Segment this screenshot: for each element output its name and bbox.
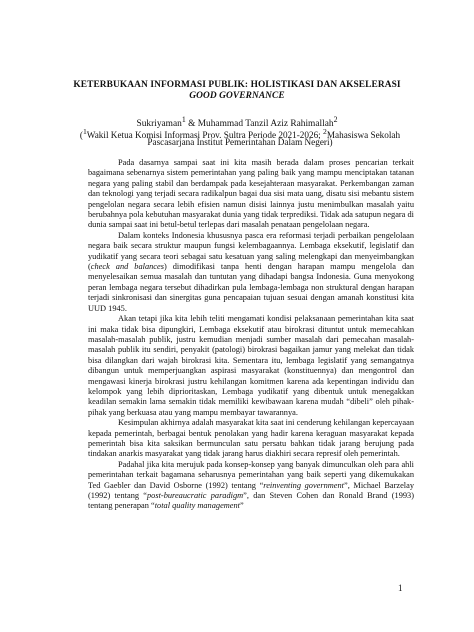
affiliation-2-superscript: 2 xyxy=(323,127,327,136)
author-connector: & xyxy=(185,119,198,130)
paragraph-5-part-2: ”, Michael Barzelay (1992) tentang “ xyxy=(88,480,414,500)
paragraph-5-emphasis-1: reinventing government xyxy=(263,480,344,490)
page-number: 1 xyxy=(398,583,403,593)
affiliation-1-text: Wakil Ketua Komisi Informasi Prov. Sultra Periode 2021-2026; xyxy=(86,130,324,141)
paragraph-2 xyxy=(88,231,414,314)
affiliation-line-2: Pascasarjana Institut Pemerintahan Dalam Negeri) xyxy=(147,137,333,147)
paragraph-5-emphasis-2: post-bureaucratic paradigm xyxy=(147,491,244,500)
author-2-name: Muhammad Tanzil Aziz Rahimallah xyxy=(197,119,334,130)
paragraph-5-part-1: Padahal jika kita merujuk pada konsep-konsep yang banyak dimunculkan oleh para ahli pemerintahan terkait bagamana seharusnya pemerintahan yang baik seperti yang dikemukakan Ted Gaebler dan David Osborne (1992) tentang “ xyxy=(88,459,414,490)
body-text xyxy=(88,158,414,512)
paragraph-3: Akan tetapi jika kita lebih teliti mengamati kondisi pelaksanaan pemerintahan kita saat ini maka tidak bisa dipungkiri, Lembaga eksekutif atau birokrasi dituntut untuk memecahkan masalah-masalah publik, justru kemudian menjadi sumber masalah dari pemecahan masalah-masalah publik itu sendiri, penyakit (patologi) birokrasi bagaikan jamur yang melekat dan tidak bisa dilangkan dari wajah birokrasi kita. Sementara itu, lembaga legislatif yang semangatnya dibangun untuk memperjuangkan aspirasi masyarakat (konstituennya) dan mengontrol dan mengawasi kinerja birokrasi justru kehilangan komitmen karena ada kepentingan individu dan kelompok yang lebih diprioritaskan, Lembaga yudikatif yang dibentuk untuk menegakkan keadilan semakin lama semakin tidak memiliki kewibawaan karena mudah “dibeli” oleh pihak-pihak yang berkuasa atau yang mampu membayar tawarannya. xyxy=(88,314,414,417)
affiliation-2-text: Mahasiswa Sekolah xyxy=(326,130,401,141)
paragraph-4: Kesimpulan akhirnya adalah masyarakat kita saat ini cenderung kehilangan kepercayaan kepada pemerintah, berbagai bentuk penolakan yang hadir karena keraguan masyarakat kepada pemerintah bisa kita saksikan bermunculan satu persatu bahkan tidak jarang berujung pada tindakan anarkis masyarakat yang tidak jarang harus diakhiri secara represif oleh pemerintah. xyxy=(88,418,414,459)
paragraph-5-part-3: ”, dan Steven Cohen dan Ronald Brand (1993) tentang penerapan “ xyxy=(88,491,414,511)
paragraph-5-emphasis-3: total quality management xyxy=(154,501,240,511)
author-1-superscript: 1 xyxy=(181,115,186,124)
author-2-superscript: 2 xyxy=(333,115,338,124)
paragraph-2-emphasis: check and balances xyxy=(90,262,164,272)
author-1-name: Sukriyaman xyxy=(136,119,182,130)
paragraph-2-part-2: ) dimodifikasi tanpa henti dengan harapan mampu mengelola dan menyelesaikan semua masalah dan tuntutan yang dihadapi bangsa Indonesia. Guna menyokong peran lembaga negara tersebut dihadirkan pula lembaga-lembaga non struktural dengan harapan terjadi sinkronisasi dan sinergitas guna pencapaian tujuan sesuai dengan amanah konstitusi kita UUD 1945. xyxy=(88,262,414,313)
paper-title-line-2: GOOD GOVERNANCE xyxy=(189,91,285,101)
affiliation-open-paren: ( xyxy=(79,130,83,141)
paragraph-5 xyxy=(88,460,414,512)
affiliation-1-superscript: 1 xyxy=(82,127,87,136)
paragraph-5-part-4: ” xyxy=(240,501,244,511)
paragraph-1: Pada dasarnya sampai saat ini kita masih berada dalam proses pencarian terkait bagaimana sebenarnya sistem pemerintahan yang paling baik yang mampu menciptakan tatanan negara yang paling stabil dan berdampak pada kesejahteraan masyarakat. Perkembangan zaman dan teknologi yang terjadi secara radikalpun bagai dua sisi mata uang, disatu sisi mebantu sistem pengelolan negara secara lebih efisien namun disisi lainnya justu menimbulkan masalah yaitu berubahnya pola kebutuhan masyarakat dunia yang tidak terprediksi. Tidak ada satupun negara di dunia sampai saat ini betul-betul terlepas dari masalah penataan pengelolaan negara. xyxy=(88,158,414,230)
paragraph-2-part-1: Dalam konteks Indonesia khususnya pasca era reformasi terjadi perbaikan pengelolaan negara baik secara struktur maupun fungsi kelembagaannya. Lembaga eksekutif, legislatif dan yudikatif yang secara teori sebagai satu kesatuan yang saling melengkapi dan menyeimbangkan ( xyxy=(88,230,414,272)
paper-title-line-1: KETERBUKAAN INFORMASI PUBLIK: HOLISTIKASI DAN AKSELERASI xyxy=(73,80,401,90)
